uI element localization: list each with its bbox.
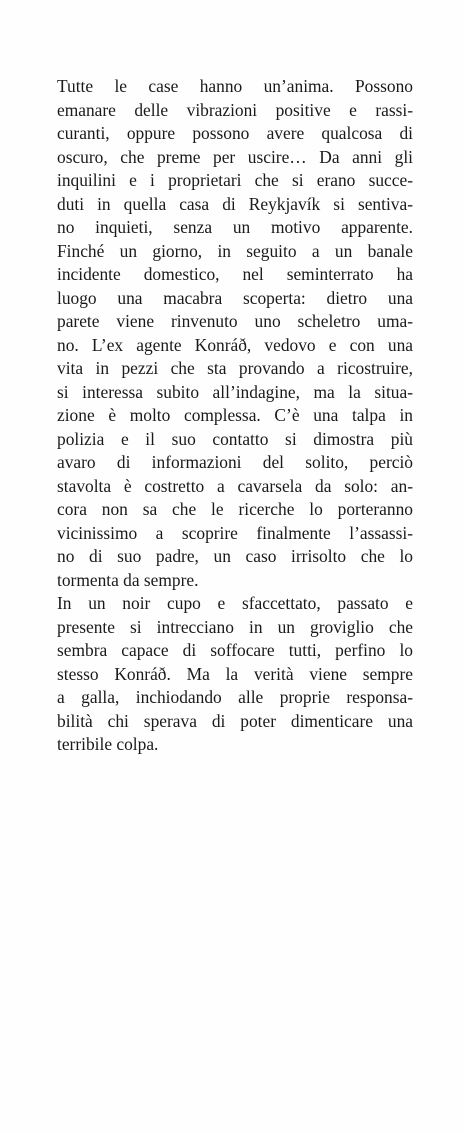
- text-line: sembra capace di soffocare tutti, perfino lo: [57, 640, 413, 660]
- text-line: terribile colpa.: [57, 734, 159, 754]
- text-line: luogo una macabra scoperta: dietro una: [57, 287, 413, 308]
- text-line: stesso Konráð. Ma la verità viene sempre: [57, 663, 413, 684]
- text-line: vicinissimo a scoprire finalmente l’assassi-: [57, 522, 413, 543]
- text-line: stavolta è costretto a cavarsela da solo: an-: [57, 475, 413, 496]
- blurb-paragraph-2: [57, 592, 413, 757]
- text-line: incidente domestico, nel seminterrato ha: [57, 264, 413, 284]
- text-line: no di suo padre, un caso irrisolto che lo: [57, 546, 413, 566]
- text-line: a galla, inchiodando alle proprie responsa-: [57, 687, 413, 707]
- blurb-paragraph-1: [57, 75, 413, 592]
- text-line: polizia e il suo contatto si dimostra più: [57, 428, 413, 449]
- text-line: si interessa subito all’indagine, ma la situa-: [57, 381, 413, 402]
- text-line: inquilini e i proprietari che si erano succe-: [57, 170, 413, 190]
- text-line: vita in pezzi che sta provando a ricostruire,: [57, 358, 413, 378]
- text-line: cora non sa che le ricerche lo porteranno: [57, 499, 413, 519]
- blurb-text: [57, 75, 413, 757]
- text-line: Tutte le case hanno un’anima. Possono: [57, 76, 413, 96]
- text-line: zione è molto complessa. C’è una talpa in: [57, 405, 413, 425]
- text-line: no inquieti, senza un motivo apparente.: [57, 217, 413, 237]
- text-line: In un noir cupo e sfaccettato, passato e: [57, 593, 413, 613]
- text-line: parete viene rinvenuto uno scheletro uma-: [57, 311, 413, 331]
- text-line: Finché un giorno, in seguito a un banale: [57, 240, 413, 261]
- text-line: duti in quella casa di Reykjavík si sentiva-: [57, 193, 413, 214]
- text-line: avaro di informazioni del solito, perciò: [57, 452, 413, 472]
- text-line: oscuro, che preme per uscire… Da anni gli: [57, 146, 413, 167]
- text-line: presente si intrecciano in un groviglio che: [57, 616, 413, 637]
- text-line: no. L’ex agente Konráð, vedovo e con una: [57, 334, 413, 355]
- text-line: tormenta da sempre.: [57, 569, 199, 590]
- text-line: emanare delle vibrazioni positive e rassi-: [57, 99, 413, 120]
- text-line: bilità chi sperava di poter dimenticare una: [57, 710, 413, 731]
- text-line: curanti, oppure possono avere qualcosa di: [57, 123, 413, 143]
